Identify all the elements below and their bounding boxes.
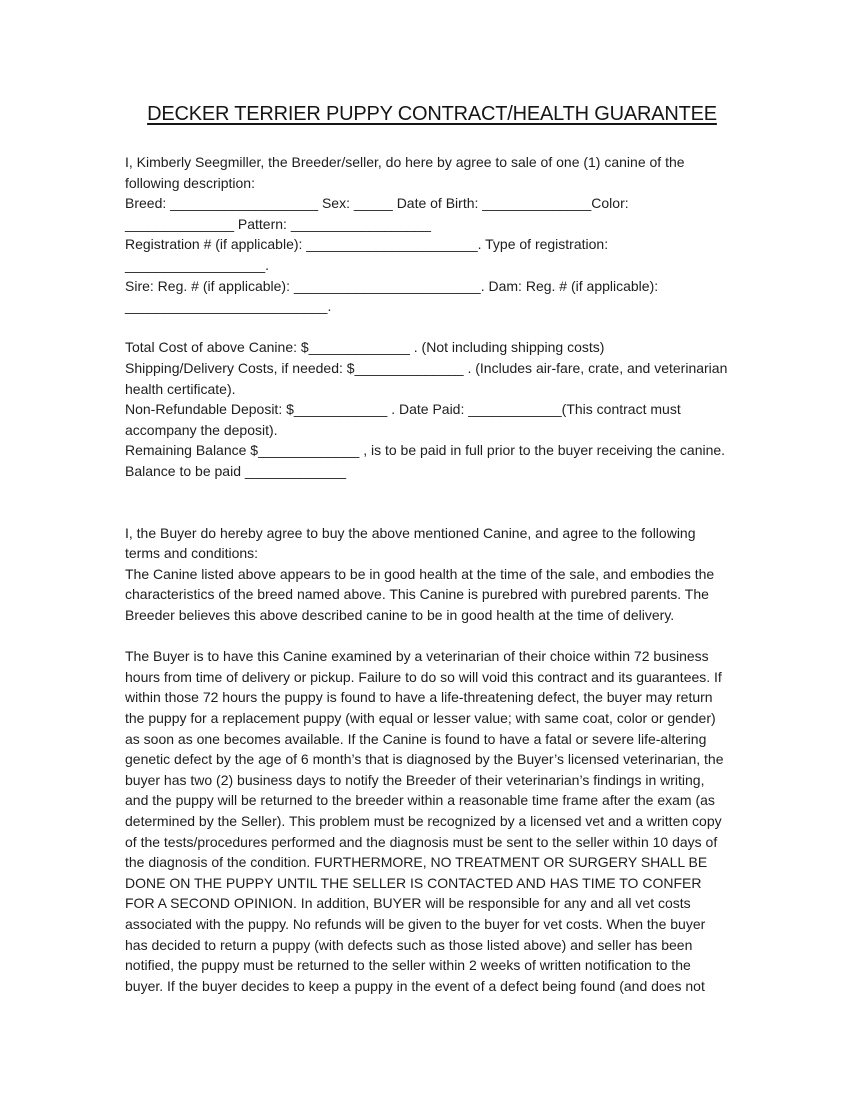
document-title: DECKER TERRIER PUPPY CONTRACT/HEALTH GUARANTEE (147, 103, 717, 125)
shipping-costs-line: Shipping/Delivery Costs, if needed: $______________ . (Includes air-fare, crate, and veterinarian (125, 359, 728, 376)
shipping-costs-line: health certificate). (125, 380, 236, 397)
color-pattern-line: ______________ Pattern: __________________ (125, 215, 431, 232)
sire-dam-registration-line: Sire: Reg. # (if applicable): ________________________. Dam: Reg. # (if applicable): (125, 277, 659, 294)
vet-exam-terms-line: determined by the Seller). This problem must be recognized by a licensed vet and a written copy (125, 813, 722, 829)
vet-exam-terms-section (125, 646, 739, 996)
deposit-date-paid-line: Non-Refundable Deposit: $____________ . Date Paid: ____________(This contract must (125, 401, 681, 418)
vet-exam-terms-line: within those 72 hours the puppy is found to have a life-threatening defect, the buyer may return (125, 689, 713, 706)
dam-registration-blank-line: __________________________. (125, 298, 332, 315)
breeder-intro-line: I, Kimberly Seegmiller, the Breeder/seller, do here by agree to sale of one (1) canine of the (125, 154, 685, 170)
registration-type-blank-line: __________________. (125, 256, 270, 273)
vet-exam-terms-line: of the tests/procedures performed and the diagnosis must be sent to the seller within 10 days of (125, 833, 718, 850)
vet-exam-terms-line: as soon as one becomes available. If the Canine is found to have a fatal or severe life-altering (125, 730, 707, 747)
vet-exam-terms-line: buyer has two (2) business days to notify the Breeder of their veterinarian’s findings in writing, (125, 771, 705, 788)
buyer-agreement-line: terms and conditions: (125, 545, 259, 562)
deposit-line: accompany the deposit). (125, 421, 278, 438)
vet-exam-terms-line: hours from time of delivery or pickup. Failure to do so will void this contract and its guarantees. If (125, 668, 722, 685)
vet-exam-terms-line: has decided to return a puppy (with defects such as those listed above) and seller has been (125, 936, 693, 953)
breed-sex-dob-color-line: Breed: ___________________ Sex: _____ Date of Birth: ______________Color: (125, 195, 629, 212)
vet-exam-terms-line: FOR A SECOND OPINION. In addition, BUYER will be responsible for any and all vet costs (125, 895, 691, 912)
document-content (125, 103, 739, 996)
vet-exam-terms-line: notified, the puppy must be returned to the seller within 2 weeks of written notification to the (125, 957, 691, 974)
vet-exam-terms-line: associated with the puppy. No refunds will be given to the buyer for vet costs. When the buyer (125, 915, 706, 932)
buyer-agreement-section (125, 523, 739, 626)
buyer-agreement-line: characteristics of the breed named above. This Canine is purebred with purebred parents. The (125, 586, 709, 603)
breeder-intro-line: following description: (125, 174, 255, 191)
buyer-agreement-line: The Canine listed above appears to be in good health at the time of the sale, and embodies the (125, 565, 715, 582)
buyer-agreement-line: I, the Buyer do hereby agree to buy the above mentioned Canine, and agree to the following (125, 524, 696, 541)
vet-exam-terms-line: buyer. If the buyer decides to keep a puppy in the event of a defect being found (and does not (125, 977, 705, 994)
vet-exam-terms-line: and the puppy will be returned to the breeder within a reasonable time frame after the exam (as (125, 792, 715, 809)
vet-exam-terms-line: the diagnosis of the condition. FURTHERMORE, NO TREATMENT OR SURGERY SHALL BE (125, 854, 708, 871)
vet-exam-terms-line: genetic defect by the age of 6 month’s that is diagnosed by the Buyer’s licensed veterinarian, the (125, 751, 724, 768)
vet-exam-terms-line: DONE ON THE PUPPY UNTIL THE SELLER IS CONTACTED AND HAS TIME TO CONFER (125, 874, 702, 891)
costs-section (125, 337, 739, 481)
total-cost-line: Total Cost of above Canine: $_____________ . (Not including shipping costs) (125, 339, 605, 356)
vet-exam-terms-line: the puppy for a replacement puppy (with equal or lesser value; with same coat, color or gender) (125, 710, 716, 727)
registration-number-line: Registration # (if applicable): ______________________. Type of registration: (125, 236, 609, 253)
vet-exam-terms-line: The Buyer is to have this Canine examined by a veterinarian of their choice within 72 business (125, 648, 709, 665)
buyer-agreement-line: Breeder believes this above described canine to be in good health at the time of delivery. (125, 607, 675, 624)
seller-description-section (125, 152, 739, 317)
remaining-balance-line: Remaining Balance $_____________ , is to be paid in full prior to the buyer receiving the canine. (125, 442, 726, 459)
balance-to-be-paid-line: Balance to be paid _____________ (125, 462, 347, 479)
